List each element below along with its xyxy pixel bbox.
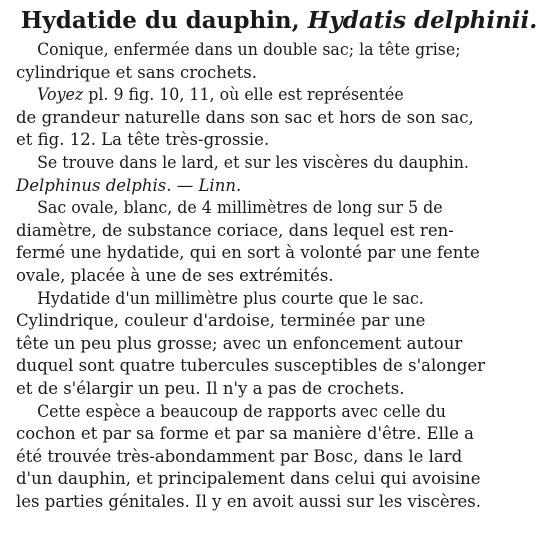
figures-paragraph	[16, 84, 542, 152]
title-french: Hydatide du dauphin,	[20, 7, 300, 34]
text-line: les parties génitales. Il y en avoit aussi sur les viscères.	[16, 491, 481, 511]
text-line: été trouvée très-abondamment par Bosc, dans le lard	[16, 446, 463, 466]
text-line: Cylindrique, couleur d'ardoise, terminée par une	[16, 311, 426, 331]
hydatide-paragraph	[16, 288, 542, 401]
voyez-word: Voyez	[37, 85, 84, 105]
text-line: de grandeur naturelle dans son sac et hors de son sac,	[16, 107, 474, 127]
text-line: diamètre, de substance coriace, dans lequel est ren-	[16, 220, 454, 240]
rapports-paragraph	[16, 401, 542, 514]
sac-paragraph	[16, 197, 542, 287]
habitat-paragraph	[16, 152, 542, 197]
entry-title	[16, 6, 542, 36]
text-line: Conique, enfermée dans un double sac; la tête grise;	[37, 40, 461, 59]
text-line: d'un dauphin, et principalement dans celui qui avoisine	[16, 469, 481, 489]
title-latin: Hydatis delphinii.	[307, 7, 538, 34]
text-line	[16, 84, 520, 107]
text-line: Hydatide d'un millimètre plus courte que le sac.	[37, 288, 424, 308]
description-paragraph	[16, 39, 542, 84]
text-line: Cette espèce a beaucoup de rapports avec celle du	[37, 401, 446, 421]
text-line: duquel sont quatre tubercules susceptibles de s'alonger	[16, 356, 486, 376]
text-line: Se trouve dans le lard, et sur les viscères du dauphin.	[37, 152, 469, 172]
figures-reference: pl. 9 fig. 10, 11, où elle est représentée	[83, 85, 404, 105]
text-line: et fig. 12. La tête très-grossie.	[16, 130, 270, 150]
text-line: fermé une hydatide, qui en sort à volonté par une fente	[16, 243, 480, 263]
text-line: Sac ovale, blanc, de 4 millimètres de long sur 5 de	[37, 198, 443, 218]
text-line: cochon et par sa forme et par sa manière d'être. Elle a	[16, 424, 475, 444]
text-line: tête un peu plus grosse; avec un enfoncement autour	[16, 333, 463, 353]
text-line: cylindrique et sans crochets.	[16, 62, 257, 82]
text-line: et de s'élargir un peu. Il n'y a pas de crochets.	[16, 378, 405, 398]
species-reference: Delphinus delphis. — Linn.	[16, 175, 242, 195]
text-line: ovale, placée à une de ses extrémités.	[16, 265, 334, 285]
